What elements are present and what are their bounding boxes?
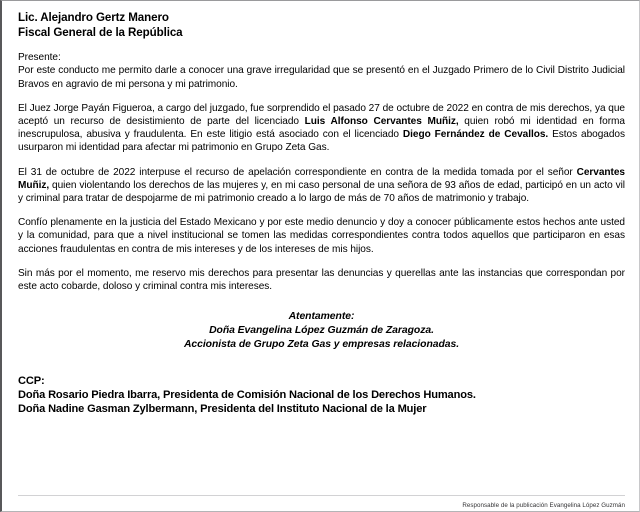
- text-run: quien violentando los derechos de las mujeres y, en mi caso personal de una señora de 93 años de edad, participó en un acto vil y criminal para tratar de despojarme de mi patrimonio creado a lo largo de más de 70 años de matrimonio y trabajo.: [18, 179, 625, 205]
- ccp-label: CCP:: [18, 374, 45, 387]
- salutation: Presente:: [18, 52, 61, 64]
- paragraph-5: [18, 267, 625, 293]
- letter-body: [18, 51, 625, 417]
- addressee-title: Fiscal General de la República: [18, 25, 183, 39]
- paragraph-4: [18, 216, 625, 256]
- signature-closing: Atentamente:: [288, 311, 355, 323]
- paragraph-2: [18, 102, 625, 155]
- paragraph-3: [18, 166, 625, 206]
- text-run: Estos abogados usurparon mi identidad para afectar mi patrimonio en Grupo Zeta Gas.: [18, 129, 625, 154]
- text-run: El Juez Jorge Payán Figueroa, a cargo del juzgado, fue sorprendido el pasado 27 de octubre de 2022 en contra de mis derechos, ya que aceptó un recurso de desistimiento de parte del licenciado: [18, 102, 625, 127]
- text-run: Por este conducto me permito darle a conocer una grave irregularidad que se presentó en el Juzgado Primero de lo Civil Distrito Judicial Bravos en agravio de mi persona y mi patrimonio.: [18, 65, 625, 90]
- text-run: quien robó mi identidad en forma inescrupulosa, abusiva y fraudulenta. En este litigio está asociado con el licenciado: [18, 116, 625, 141]
- emphasis-run: Luis Alfonso Cervantes Muñiz,: [304, 116, 459, 127]
- emphasis-run: Diego Fernández de Cevallos.: [402, 129, 549, 141]
- addressee-name: Lic. Alejandro Gertz Manero: [18, 11, 169, 24]
- addressee-block: [18, 11, 625, 40]
- footer-divider: [18, 495, 625, 496]
- text-run: Confío plenamente en la justicia del Estado Mexicano y por este medio denuncio y doy a conocer públicamente estos hechos ante usted y la comunidad, para que a nivel institucional se tomen las medidas correspondientes contra todos aquellos que participaron en esas acciones fraudulentas en contra de mis intereses y de los intereses de mis hijos.: [18, 217, 625, 255]
- text-run: Sin más por el momento, me reservo mis derechos para presentar las denuncias y querellas ante las instancias que correspondan por este acto cobarde, doloso y criminal contra mis intereses.: [18, 267, 625, 293]
- ccp-recipient-1: Doña Rosario Piedra Ibarra, Presidenta de Comisión Nacional de los Derechos Humanos.: [18, 389, 476, 402]
- signature-name: Doña Evangelina López Guzmán de Zaragoza.: [209, 325, 434, 337]
- ccp-block: [18, 374, 625, 417]
- emphasis-run: Cervantes Muñiz,: [18, 166, 625, 191]
- paragraph-1: [18, 64, 625, 90]
- signature-block: [18, 310, 625, 351]
- signature-role: Accionista de Grupo Zeta Gas y empresas relacionadas.: [183, 338, 460, 350]
- ccp-recipient-2: Doña Nadine Gasman Zylbermann, Presidenta del Instituto Nacional de la Mujer: [18, 403, 427, 416]
- text-run: El 31 de octubre de 2022 interpuse el recurso de apelación correspondiente en contra de la medida tomada por el señor: [18, 166, 577, 178]
- footer-credit: Responsable de la publicación Evangelina López Guzmán: [462, 502, 625, 509]
